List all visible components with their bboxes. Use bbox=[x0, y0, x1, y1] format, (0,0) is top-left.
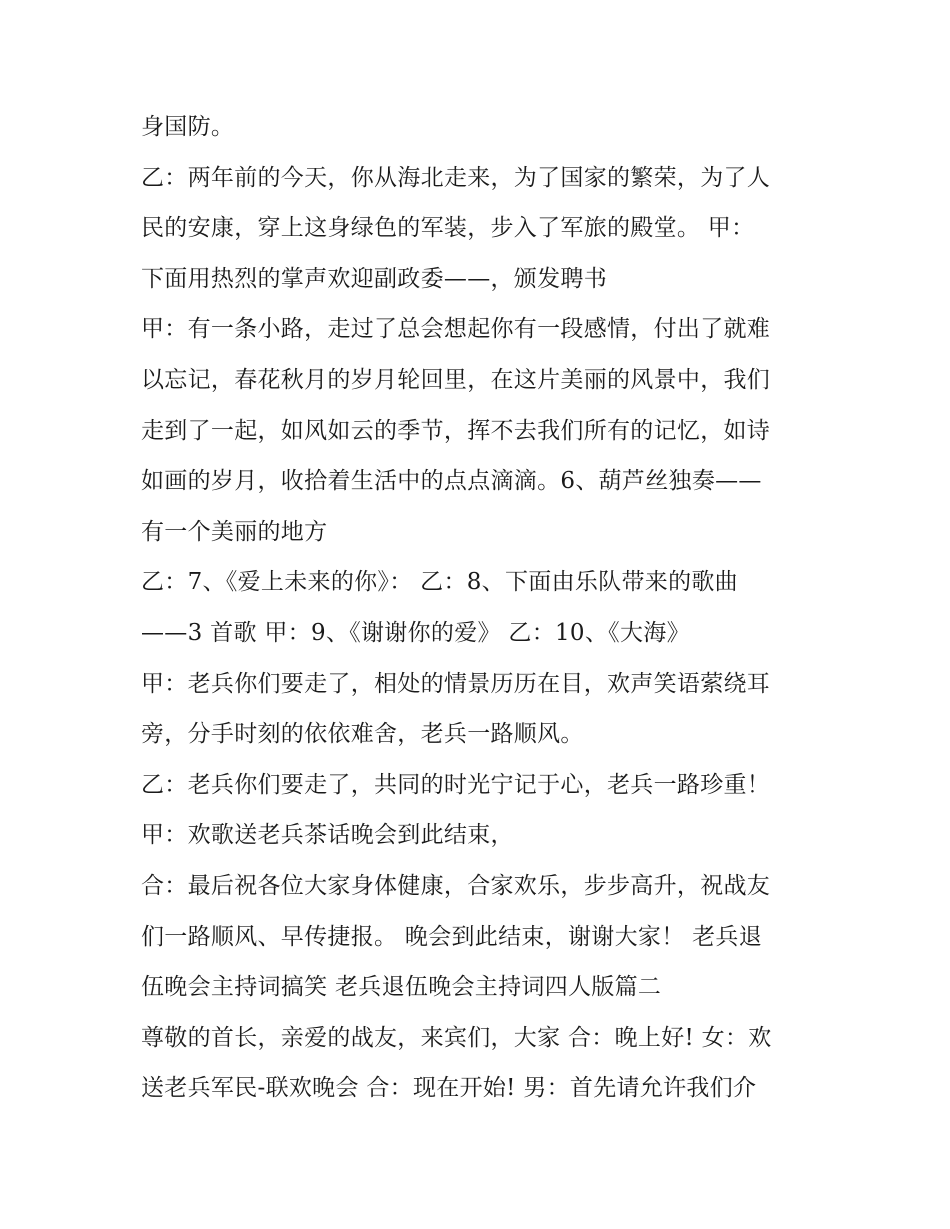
text-line: 民的安康，穿上这身绿色的军装，步入了军旅的殿堂。 甲： bbox=[141, 215, 755, 242]
text-line: 甲：欢歌送老兵茶话晚会到此结束， bbox=[141, 822, 514, 849]
text-line: 合：最后祝各位大家身体健康，合家欢乐，步步高升，祝战友 bbox=[141, 872, 771, 899]
text-line: 身国防。 bbox=[141, 114, 235, 140]
text-line: 伍晚会主持词搞笑 老兵退伍晚会主持词四人版篇二 bbox=[141, 974, 662, 1001]
text-line: 下面用热烈的掌声欢迎副政委——，颁发聘书 bbox=[141, 265, 607, 292]
text-line: 以忘记，春花秋月的岁月轮回里，在这片美丽的风景中，我们 bbox=[141, 366, 771, 393]
text-line: 甲：老兵你们要走了，相处的情景历历在目，欢声笑语萦绕耳 bbox=[141, 670, 771, 697]
text-line: 送老兵军民-联欢晚会 合：现在开始! 男：首先请允许我们介 bbox=[141, 1075, 757, 1102]
text-line: 走到了一起，如风如云的季节，挥不去我们所有的记忆，如诗 bbox=[141, 417, 771, 444]
text-line: 甲：有一条小路，走过了总会想起你有一段感情，付出了就难 bbox=[141, 316, 771, 343]
text-line: 乙：7、《爱上未来的你》： 乙：8、下面由乐队带来的歌曲 bbox=[141, 569, 738, 596]
document-body bbox=[141, 112, 821, 1124]
text-line: 如画的岁月，收拾着生活中的点点滴滴。6、葫芦丝独奏—— bbox=[141, 468, 762, 495]
text-line: 们一路顺风、早传捷报。 晚会到此结束，谢谢大家！ 老兵退 bbox=[141, 923, 763, 950]
text-line: 尊敬的首长，亲爱的战友，来宾们，大家 合：晚上好! 女：欢 bbox=[141, 1024, 772, 1051]
text-line: 乙：两年前的今天，你从海北走来，为了国家的繁荣，为了人 bbox=[141, 164, 771, 191]
text-line: 旁，分手时刻的依依难舍，老兵一路顺风。 bbox=[141, 721, 584, 748]
text-line: 有一个美丽的地方 bbox=[141, 518, 328, 545]
text-line: 乙：老兵你们要走了，共同的时光宁记于心，老兵一路珍重！ bbox=[141, 771, 771, 798]
text-line: ——3 首歌 甲：9、《谢谢你的爱》 乙：10、《大海》 bbox=[141, 619, 690, 646]
